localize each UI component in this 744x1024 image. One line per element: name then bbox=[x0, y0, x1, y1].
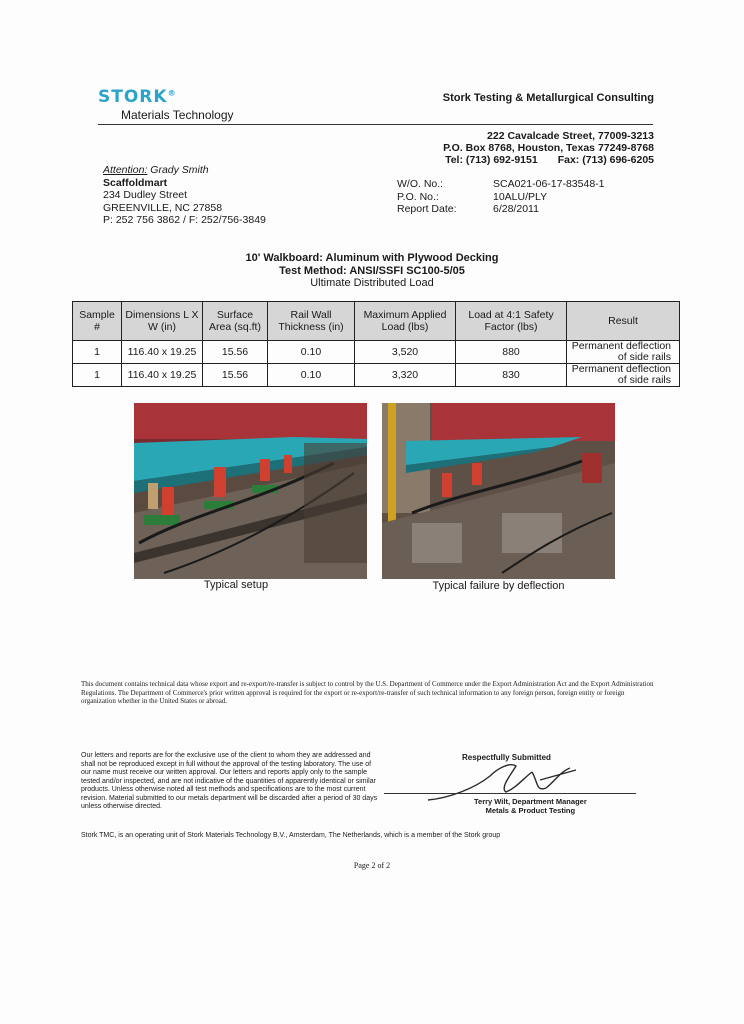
stork-logo bbox=[98, 87, 177, 107]
recipient-phone: P: 252 756 3862 / F: 252/756-3849 bbox=[103, 214, 266, 226]
header-surface-area: Surface Area (sq.ft) bbox=[203, 302, 268, 341]
header-sample: Sample # bbox=[73, 302, 122, 341]
recipient-company: Scaffoldmart bbox=[103, 176, 168, 189]
cell-result: Permanent deflection of side rails bbox=[567, 341, 680, 364]
address-pobox: P.O. Box 8768, Houston, Texas 77249-8768 bbox=[443, 142, 654, 154]
attention-line bbox=[103, 164, 266, 177]
header-result: Result bbox=[567, 302, 680, 341]
caption-typical-setup: Typical setup bbox=[203, 579, 269, 591]
cell-max-load: 3,320 bbox=[355, 364, 456, 387]
report-date-label: Report Date: bbox=[397, 203, 457, 215]
table-row bbox=[73, 341, 680, 364]
header-dimensions: Dimensions L X W (in) bbox=[122, 302, 203, 341]
contact-numbers bbox=[443, 154, 654, 166]
test-heading bbox=[0, 252, 744, 290]
logo-text: STORK bbox=[98, 87, 168, 107]
test-method: Test Method: ANSI/SSFI SC100-5/05 bbox=[279, 264, 465, 277]
cell-sample: 1 bbox=[73, 341, 122, 364]
cell-surface-area: 15.56 bbox=[203, 341, 268, 364]
fax: Fax: (713) 696-6205 bbox=[557, 154, 654, 166]
photo-typical-setup bbox=[134, 403, 367, 579]
report-date-value: 6/28/2011 bbox=[493, 203, 539, 215]
signer-name-title: Terry Wilt, Department Manager bbox=[474, 797, 587, 806]
wo-value: SCA021-06-17-83548-1 bbox=[493, 178, 605, 190]
logo-subtitle: Materials Technology bbox=[121, 108, 234, 122]
recipient-street: 234 Dudley Street bbox=[103, 189, 188, 201]
header-safety-load: Load at 4:1 Safety Factor (lbs) bbox=[456, 302, 567, 341]
setup-photo-illustration bbox=[134, 403, 367, 579]
failure-photo-illustration bbox=[382, 403, 615, 579]
attention-name: Grady Smith bbox=[150, 164, 209, 176]
load-type: Ultimate Distributed Load bbox=[310, 277, 434, 289]
header-divider bbox=[98, 124, 653, 125]
address-street: 222 Cavalcade Street, 77009-3213 bbox=[487, 130, 654, 142]
cell-sample: 1 bbox=[73, 364, 122, 387]
header-rail-thickness: Rail Wall Thickness (in) bbox=[268, 302, 355, 341]
caption-typical-failure: Typical failure by deflection bbox=[432, 580, 565, 592]
signer bbox=[474, 797, 587, 815]
table-row bbox=[73, 364, 680, 387]
cell-dimensions: 116.40 x 19.25 bbox=[122, 341, 203, 364]
page-number: Page 2 of 2 bbox=[353, 861, 391, 870]
cell-max-load: 3,520 bbox=[355, 341, 456, 364]
respectfully-submitted: Respectfully Submitted bbox=[462, 753, 551, 762]
cell-rail-thickness: 0.10 bbox=[268, 341, 355, 364]
export-notice: This document contains technical data whose export and re-export/re-transfer is subject to control by the U.S. Department of Commerce under the Export Administration Act and the Export Administration Regulations. The Department of Commerce's prior written approval is required for the export or re-export/re-transfer of such technical information to any foreign person, foreign entity or foreign organization whether in the United States or abroad. bbox=[81, 680, 654, 705]
header-max-load: Maximum Applied Load (lbs) bbox=[355, 302, 456, 341]
company-name: Stork Testing & Metallurgical Consulting bbox=[442, 92, 654, 104]
signature-line bbox=[384, 793, 636, 794]
test-title: 10' Walkboard: Aluminum with Plywood Decking bbox=[245, 252, 499, 264]
attention-label: Attention: bbox=[103, 164, 148, 176]
signer-department: Metals & Product Testing bbox=[485, 806, 576, 815]
cell-surface-area: 15.56 bbox=[203, 364, 268, 387]
cell-safety-load: 830 bbox=[456, 364, 567, 387]
cell-result: Permanent deflection of side rails bbox=[567, 364, 680, 387]
stork-group-note: Stork TMC, is an operating unit of Stork Materials Technology B.V., Amsterdam, The Netherlands, which is a member of the Stork group bbox=[81, 832, 501, 839]
recipient-city: GREENVILLE, NC 27858 bbox=[103, 201, 223, 214]
registered-mark: ® bbox=[167, 88, 177, 98]
results-table bbox=[72, 301, 680, 387]
order-info bbox=[397, 178, 605, 216]
cell-rail-thickness: 0.10 bbox=[268, 364, 355, 387]
po-label: P.O. No.: bbox=[397, 190, 439, 203]
recipient-block bbox=[103, 164, 266, 227]
cell-safety-load: 880 bbox=[456, 341, 567, 364]
wo-label: W/O. No.: bbox=[397, 178, 444, 190]
photo-typical-failure bbox=[382, 403, 615, 579]
terms-notice: Our letters and reports are for the exclusive use of the client to whom they are addressed and shall not be reproduced except in full without the approval of the testing laboratory. The use of our name must receive our written approval. Our letters and reports apply only to the sample tested and/or inspected, and are not indicative of the quantities of apparently identical or similar products. Unless otherwise noted all test methods and specifications are to the most current revision. Material submitted to our metals department will be discarded after a period of 30 days unless otherwise directed. bbox=[81, 752, 378, 810]
table-header-row bbox=[73, 302, 680, 341]
company-address bbox=[443, 130, 654, 166]
cell-dimensions: 116.40 x 19.25 bbox=[122, 364, 203, 387]
telephone: Tel: (713) 692-9151 bbox=[445, 154, 538, 166]
po-value: 10ALU/PLY bbox=[493, 190, 548, 203]
